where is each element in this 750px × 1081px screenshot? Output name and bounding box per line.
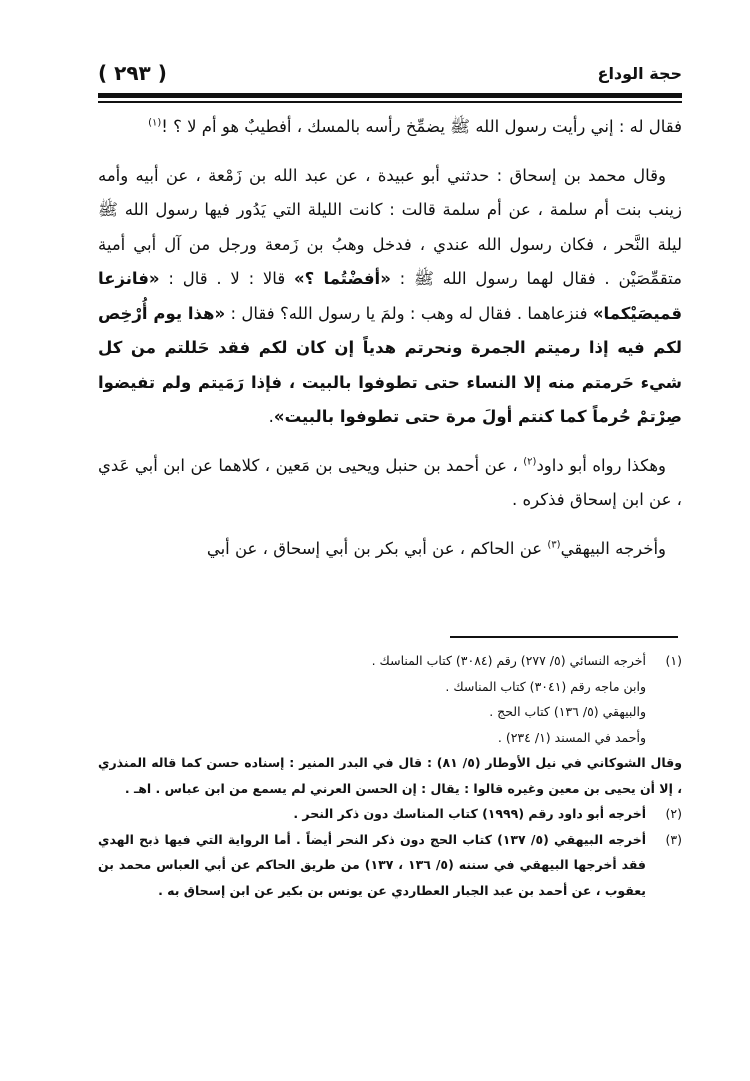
paragraph-3	[98, 449, 682, 518]
footnote-3-text: أخرجه البيهقي (٥/ ١٣٧) كتاب الحج دون ذكر النحر أيضاً . أما الرواية التي فيها ذبح الهدي فقد أخرجها البيهقي في سننه (٥/ ١٣٦ ، ١٣٧) من طريق الحاكم عن أبي العباس محمد بن يعقوب ، عن أحمد بن عبد الجبار العطاردي عن يونس بن بكير عن ابن إسحاق به .	[98, 831, 646, 898]
page-number: ( ٢٩٣ )	[98, 61, 167, 85]
paragraph-1	[98, 110, 682, 145]
paragraph-1-text: فقال له : إني رأيت رسول الله ﷺ يضمِّخ رأسه بالمسك ، أفطيبٌ هو أم لا ؟ !	[161, 117, 682, 136]
main-text	[98, 110, 682, 566]
paragraph-2-mid: قالا : لا . قال :	[168, 269, 286, 288]
paragraph-2	[98, 159, 682, 435]
header-rule-thin	[98, 101, 682, 103]
footnote-2-number: (٢)	[665, 806, 682, 821]
running-title: حجة الوداع	[597, 63, 682, 83]
footnote-1	[98, 648, 682, 750]
paragraph-4	[98, 532, 682, 567]
hadith-quote-2: «فانزعا قميصَيْكما»	[98, 269, 682, 323]
footnote-1-note: وقال الشوكاني في نيل الأوطار (٥/ ٨١) : قال في البدر المنير : إسناده حسن كما قاله المنذري ، إلا أن يحيى بن معين وغيره قالوا : يقال : إن الحسن العرني لم يسمع من ابن عباس . اهـ .	[98, 755, 683, 796]
footnote-ref-3: (٣)	[547, 539, 561, 550]
hadith-quote-3: «هذا يوم أُرْخِص لكم فيه إذا رميتم الجمرة ونحرتم هدياً إن كان لكم فقد حَللتم من كل شيء حَرمتم منه إلا النساء حتى تطوفوا بالبيت ، فإذا رَمَيتم ولم تفيضوا صِرْتمْ حُرماً كما كنتم أولَ مرة حتى تطوفوا بالبيت»	[98, 303, 682, 426]
header-rule-thick	[98, 93, 682, 98]
footnote-2-text: أخرجه أبو داود رقم (١٩٩٩) كتاب المناسك دون ذكر النحر .	[293, 806, 646, 821]
footnote-ref-2: (٢)	[523, 456, 537, 467]
page-header	[98, 58, 682, 88]
footnotes	[98, 648, 682, 903]
footnote-1-body	[98, 648, 646, 750]
paragraph-2-end: .	[268, 407, 274, 426]
footnote-3-number: (٣)	[665, 831, 682, 847]
footnote-2	[98, 801, 682, 827]
paragraph-4-text-b: عن الحاكم ، عن أبي بكر بن أبي إسحاق ، عن أبي	[206, 538, 543, 558]
footnote-3	[98, 827, 682, 904]
paragraph-3-text-a: وهكذا رواه أبو داود	[536, 455, 666, 475]
paragraph-2-text: وقال محمد بن إسحاق : حدثني أبو عبيدة ، عن عبد الله بن زَمْعة ، عن أبيه وأمه زينب بنت أم سلمة ، عن أم سلمة قالت : كانت الليلة التي يَدُور فيها رسول الله ﷺ ليلة النَّحر ، فكان رسول الله عندي ، فدخل وهبُ بن زَمعة ورجل من آل أبي أمية متقمِّصَيْن . فقال لهما رسول الله ﷺ :	[98, 165, 682, 288]
footnote-1-line: وأحمد في المسند (١/ ٢٣٤) .	[497, 729, 646, 745]
paragraph-3-text-b: ، عن أحمد بن حنبل ويحيى بن مَعين ، كلاهما عن ابن أبي عَدي ، عن ابن إسحاق فذكره .	[98, 455, 682, 509]
paragraph-4-text-a: وأخرجه البيهقي	[560, 538, 666, 558]
paragraph-2-mid-2: فنزعاهما . فقال له وهب : ولمَ يا رسول الله؟ فقال :	[230, 303, 588, 323]
footnote-ref-1: (١)	[148, 117, 162, 129]
footnote-1-line: وابن ماجه رقم (٣٠٤١) كتاب المناسك .	[445, 678, 646, 694]
footnote-1-number: (١)	[665, 653, 682, 668]
footnote-separator	[450, 636, 678, 638]
footnote-1-line: أخرجه النسائي (٥/ ٢٧٧) رقم (٣٠٨٤) كتاب المناسك .	[371, 653, 646, 668]
hadith-quote-1: «أفضْتُما ؟»	[294, 269, 391, 288]
footnote-1-line: والبيهقي (٥/ ١٣٦) كتاب الحج .	[489, 704, 646, 719]
